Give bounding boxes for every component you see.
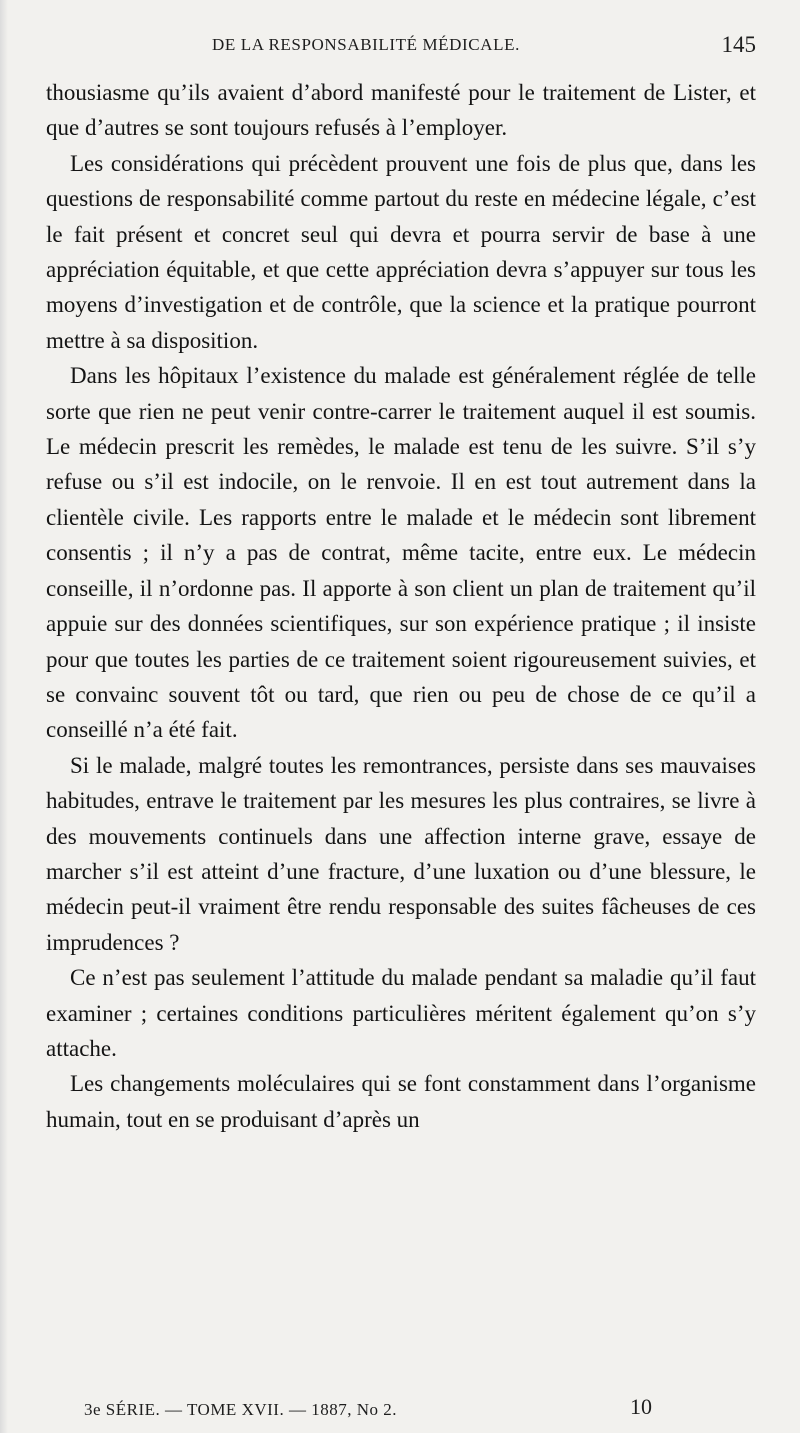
paragraph: Ce n’est pas seulement l’attitude du malade pendant sa maladie qu’il faut examiner ; certaines conditions particulières méritent également qu’on s’y attache. [46,965,756,1061]
page-footer [46,1394,758,1428]
signature-mark: 3e SÉRIE. — TOME XVII. — 1887, No 2. [84,1400,397,1419]
paragraph: Si le malade, malgré toutes les remontrances, persiste dans ses mauvaises habitudes, entrave le traitement par les mesures les plus contraires, se livre à des mouvements continuels dans une affection interne grave, essaye de marcher s’il est atteint d’une fracture, d’une luxation ou d’une blessure, le médecin peut-il vraiment être rendu responsable des suites fâcheuses de ces imprudences ? [46,752,756,955]
paragraph: Les changements moléculaires qui se font constamment dans l’organisme humain, tout en se produisant d’après un [46,1071,756,1132]
page-number: 145 [721,32,756,57]
page-edge-shadow [0,0,8,1433]
paragraph: Dans les hôpitaux l’existence du malade est généralement réglée de telle sorte que rien ne peut venir contre-carrer le traitement auquel il est soumis. Le médecin prescrit les remèdes, le malade est tenu de les suivre. S’il s’y refuse ou s’il est indocile, on le renvoie. Il en est tout autrement dans la clientèle civile. Les rapports entre le malade et le médecin sont librement consentis ; il n’y a pas de contrat, même tacite, entre eux. Le médecin conseille, il n’ordonne pas. Il apporte à son client un plan de traitement qu’il appuie sur des données scientifiques, sur son expérience pratique ; il insiste pour que toutes les parties de ce traitement soient rigoureusement suivies, et se convainc souvent tôt ou tard, que rien ou peu de chose de ce qu’il a conseillé n’a été fait. [46,363,756,743]
sheet-number: 10 [630,1394,652,1419]
paragraph: thousiasme qu’ils avaient d’abord manifesté pour le traitement de Lister, et que d’autres se sont toujours refusés à l’employer. [46,80,756,141]
paragraph: Les considérations qui précèdent prouvent une fois de plus que, dans les questions de responsabilité comme partout du reste en médecine légale, c’est le fait présent et concret seul qui devra et pourra servir de base à une appréciation équitable, et que cette appréciation devra s’appuyer sur tous les moyens d’investigation et de contrôle, que la science et la pratique pourront mettre à sa disposition. [46,150,756,353]
running-title: DE LA RESPONSABILITÉ MÉDICALE. [212,35,520,54]
page-header [46,32,758,64]
body-text [46,75,756,1137]
